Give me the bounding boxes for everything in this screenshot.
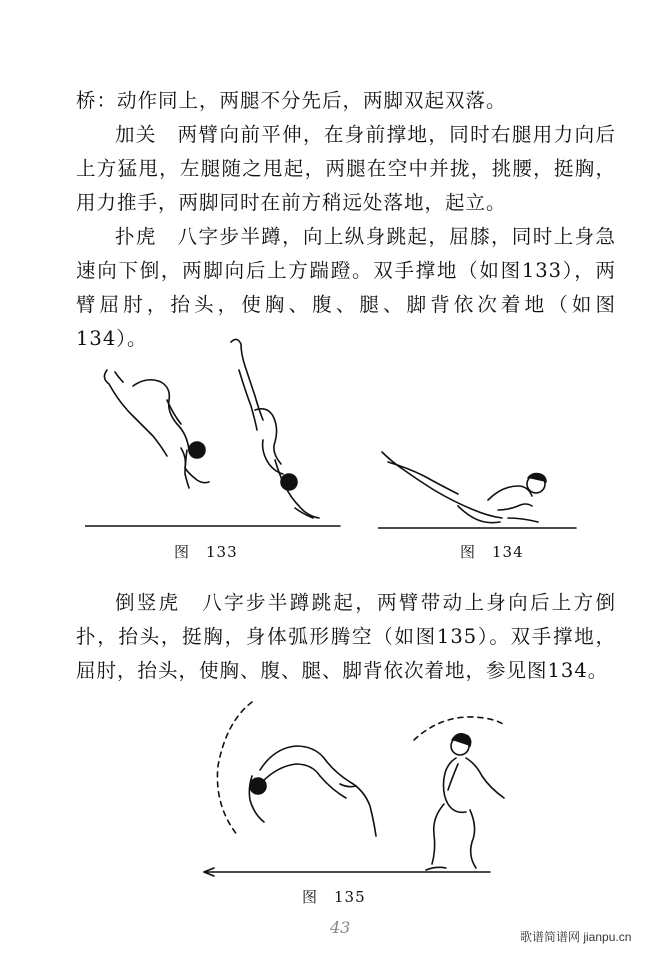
page-number: 43 — [330, 918, 351, 937]
paragraph-3-text: 八字步半蹲，向上纵身跳起，屈膝，同时上身急速向下倒，两脚向后上方踹蹬。双手撑地（如图133），两臂屈肘，抬头，使胸、腹、腿、脚背依次着地（如图134）。 — [76, 225, 616, 350]
paragraph-4-lead: 倒竖虎 — [115, 591, 181, 614]
paragraph-4 — [76, 586, 616, 688]
watermark: 歌谱简谱网 jianpu.cn — [520, 930, 632, 944]
figure-135-illustration — [190, 700, 530, 885]
paragraph-3-lead: 扑虎 — [115, 225, 157, 248]
figure-135-caption: 图 135 — [302, 888, 366, 906]
paragraph-1 — [76, 84, 616, 118]
paragraph-2-lead: 加关 — [115, 123, 157, 146]
paragraph-3-gap — [157, 225, 178, 248]
paragraph-4-text: 八字步半蹲跳起，两臂带动上身向后上方倒扑，抬头，挺胸，身体弧形腾空（如图135）。双手撑地，屈肘，抬头，使胸、腹、腿、脚背依次着地，参见图134。 — [76, 591, 616, 682]
paragraph-2 — [76, 118, 616, 220]
figure-134-caption: 图 134 — [460, 543, 524, 561]
paragraph-1-text: 桥：动作同上，两腿不分先后，两脚双起双落。 — [76, 89, 507, 112]
paragraph-2-gap — [157, 123, 178, 146]
figure-133-illustration — [85, 330, 345, 535]
figure-134-illustration — [378, 440, 578, 535]
paragraph-4-gap — [181, 591, 203, 614]
figure-133-caption: 图 133 — [174, 543, 238, 561]
paragraph-2-text: 两臂向前平伸，在身前撑地，同时右腿用力向后上方猛甩，左腿随之甩起，两腿在空中并拢，挑腰，挺胸，用力推手，两脚同时在前方稍远处落地，起立。 — [76, 123, 616, 214]
